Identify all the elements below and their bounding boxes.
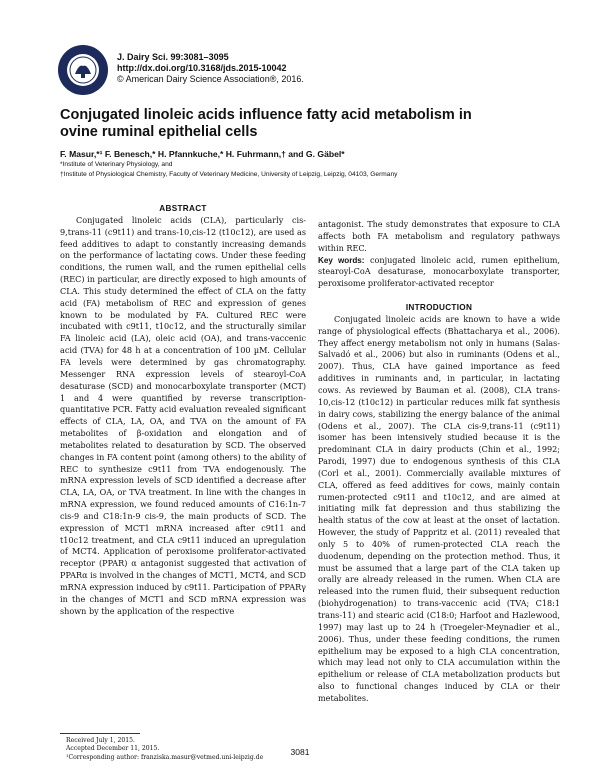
article-title: Conjugated linoleic acids influence fatty acid metabolism in ovine ruminal epithelial cells bbox=[60, 107, 472, 140]
abstract-text: Conjugated linoleic acids (CLA), particularly cis-9,trans-11 (c9t11) and trans-10,cis-12 (t10c12), are used as feed additives to adapt to constantly increasing demands on the performance of lactating cows. Under these feeding conditions, the rumen wall, and the rumen epithelial cells (REC) in particular, are directly exposed to high amounts of CLA. This study determined the effect of CLA on the fatty acid (FA) metabolism of REC and expression of genes known to be modulated by FA. Cultured REC were incubated with c9t11, t10c12, and the structurally similar FA linoleic acid (LA), oleic acid (OA), and trans-vaccenic acid (TVA) for 48 h at a concentration of 100 µM. Cellular FA levels were determined by gas chromatography. Messenger RNA expression levels of stearoyl-CoA desaturase (SCD) and monocarboxylate transporter (MCT) 1 and 4 were quantified by reverse transcription-quantitative PCR. Fatty acid evaluation revealed significant effects of CLA, LA, OA, and TVA on the amount of FA metabolites of β-oxidation and elongation and of metabolites related to desaturation by SCD. The observed changes in FA content point (among others) to the ability of REC to synthesize c9t11 from TVA endogenously. The mRNA expression levels of SCD identified a decrease after CLA, LA, OA, or TVA treatment. In line with the changes in mRNA expression, we found reduced amounts of C16:1n-7 cis-9 and C18:1n-9 cis-9, the main products of SCD. The expression of MCT1 mRNA increased after c9t11 and t10c12 treatment, and CLA c9t11 induced an upregulation of MCT4. Application of peroxisome proliferator-activated receptor (PPAR) α antagonist suggested that activation of PPARα is involved in the changes of MCT1, MCT4, and SCD mRNA expression induced by c9t11. Participation of PPARγ in the changes of MCT1 and SCD mRNA expression was shown by the application of the respective bbox=[60, 214, 306, 616]
affiliations bbox=[60, 160, 397, 179]
corresponding-author: ¹Corresponding author: franziska.masur@vetmed.uni-leipzig.de bbox=[66, 753, 264, 761]
journal-header bbox=[117, 52, 304, 85]
introduction-text: Conjugated linoleic acids are known to have a wide range of physiological effects (Bhattacharya et al., 2006). They affect energy metabolism not only in humans (Salas-Salvadó et al., 2006) but also in ruminants (Odens et al., 2007). Thus, CLA have gained importance as feed additives in ruminants and, in particular, in lactating cows. As reviewed by Bauman et al. (2008), CLA trans-10,cis-12 (t10c12) in particular reduces milk fat synthesis in dairy cows, stabilizing the energy balance of the animal (Odens et al., 2007). The CLA cis-9,trans-11 (c9t11) isomer has been intensively studied because it is the predominant CLA in dairy products (Chin et al., 1992; Parodi, 1997) due to endogenous synthesis of this CLA (Corl et al., 2001). Commercially available mixtures of CLA, offered as feed additives for cows, mainly contain rumen-protected c9t11 and t10c12, and are aimed at initiating milk fat depression and thus stabilizing the health status of the cow at least at the onset of lactation. However, the study of Pappritz et al. (2011) revealed that only 5 to 40% of rumen-protected CLA reach the duodenum, depending on the protection method. Thus, it must be assumed that a large part of the CLA taken up orally are already released in the rumen. When CLA are released into the rumen fluid, their subsequent reduction (biohydrogenation) to trans-vaccenic acid (TVA; C18:1 trans-11) and stearic acid (C18:0; Harfoot and Hazlewood, 1997) may last up to 24 h (Troegeler-Meynadier et al., 2006). Thus, under these feeding conditions, the rumen epithelium may be exposed to a high CLA concentration, which may lead not only to CLA accumulation within the epithelium or release of CLA metabolization products but also to functional changes induced by CLA or their metabolites. bbox=[318, 313, 560, 703]
footnote-divider bbox=[60, 733, 140, 734]
journal-citation: J. Dairy Sci. 99:3081–3095 bbox=[117, 52, 229, 62]
doi-link[interactable]: http://dx.doi.org/10.3168/jds.2015-10042 bbox=[117, 63, 287, 73]
abstract-continuation: antagonist. The study demonstrates that exposure to CLA affects both FA metabolism and regulatory pathways within REC. bbox=[318, 219, 560, 253]
page-number: 3081 bbox=[290, 747, 310, 757]
keywords bbox=[318, 255, 560, 291]
introduction-heading: INTRODUCTION bbox=[405, 303, 473, 313]
author-list: F. Masur,*¹ F. Benesch,* H. Pfannkuche,* H. Fuhrmann,† and G. Gäbel* bbox=[60, 149, 345, 159]
keywords-label: Key words: bbox=[318, 255, 365, 265]
abstract-heading: ABSTRACT bbox=[159, 204, 207, 213]
abstract-column bbox=[60, 203, 306, 618]
ads-association-seal bbox=[57, 44, 109, 96]
accepted-date: Accepted December 11, 2015. bbox=[66, 745, 160, 753]
affiliation-1: *Institute of Veterinary Physiology, and bbox=[60, 161, 173, 168]
right-column bbox=[318, 219, 560, 705]
keywords-text: conjugated linoleic acid, rumen epithelium, stearoyl-CoA desaturase, monocarboxylate transporter, peroxisome proliferator-activated receptor bbox=[318, 254, 560, 289]
affiliation-2: †Institute of Physiological Chemistry, Faculty of Veterinary Medicine, University of Leipzig, Leipzig, 04103, Germany bbox=[60, 170, 398, 178]
received-date: Received July 1, 2015. bbox=[66, 737, 135, 744]
copyright-line: © American Dairy Science Association®, 2016. bbox=[117, 74, 304, 84]
